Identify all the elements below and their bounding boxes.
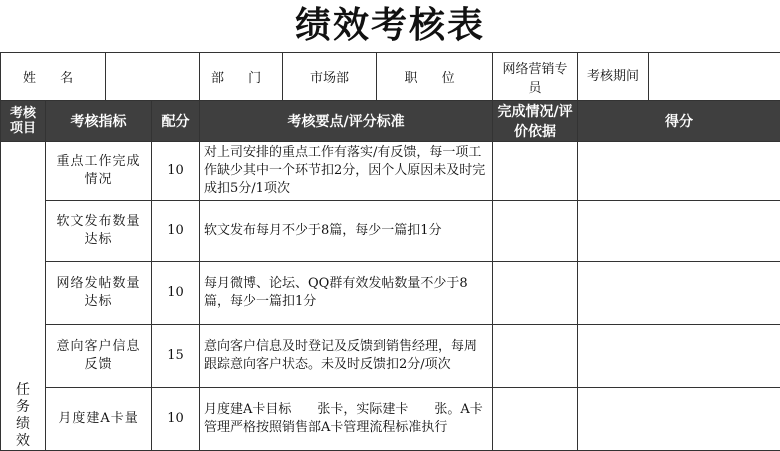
performance-table: [0, 52, 780, 451]
dept-field[interactable]: 市场部: [283, 53, 377, 101]
indicator-cell: 网络发帖数量达标: [46, 262, 152, 325]
completion-cell[interactable]: [493, 142, 578, 201]
header-indicator: 考核指标: [46, 101, 152, 142]
info-row: [1, 53, 780, 101]
score-cell: 10: [152, 388, 200, 451]
table-row: [1, 325, 780, 388]
completion-cell[interactable]: [493, 388, 578, 451]
criteria-cell: 月度建A卡目标 张卡，实际建卡 张。A卡管理严格按照销售部A卡管理流程标准执行: [200, 388, 493, 451]
table-row: [1, 201, 780, 262]
completion-cell[interactable]: [493, 325, 578, 388]
score-cell: 10: [152, 262, 200, 325]
period-cell: [578, 53, 780, 101]
result-cell[interactable]: [578, 142, 780, 201]
table-row: [1, 388, 780, 451]
table-row: [1, 262, 780, 325]
category-cell: 任务绩效: [1, 142, 46, 451]
header-result: 得分: [578, 101, 780, 142]
page-title: 绩效考核表: [0, 0, 780, 52]
header-score: 配分: [152, 101, 200, 142]
result-cell[interactable]: [578, 388, 780, 451]
name-field[interactable]: [106, 53, 200, 101]
completion-cell[interactable]: [493, 201, 578, 262]
score-cell: 10: [152, 142, 200, 201]
position-label: 职 位: [377, 53, 493, 101]
indicator-cell: 软文发布数量达标: [46, 201, 152, 262]
result-cell[interactable]: [578, 201, 780, 262]
name-label: 姓 名: [1, 53, 106, 101]
indicator-cell: 意向客户信息反馈: [46, 325, 152, 388]
header-completion: 完成情况/评价依据: [493, 101, 578, 142]
table-row: [1, 142, 780, 201]
criteria-cell: 每月微博、论坛、QQ群有效发帖数量不少于8篇，每少一篇扣1分: [200, 262, 493, 325]
result-cell[interactable]: [578, 262, 780, 325]
dept-label: 部 门: [200, 53, 283, 101]
score-cell: 10: [152, 201, 200, 262]
header-criteria: 考核要点/评分标准: [200, 101, 493, 142]
criteria-cell: 意向客户信息及时登记及反馈到销售经理，每周跟踪意向客户状态。未及时反馈扣2分/项次: [200, 325, 493, 388]
indicator-cell: 月度建A卡量: [46, 388, 152, 451]
indicator-cell: 重点工作完成情况: [46, 142, 152, 201]
period-label: 考核期间: [578, 53, 649, 100]
header-category: 考核项目: [1, 101, 46, 142]
completion-cell[interactable]: [493, 262, 578, 325]
position-field[interactable]: 网络营销专员: [493, 53, 578, 101]
criteria-cell: 软文发布每月不少于8篇，每少一篇扣1分: [200, 201, 493, 262]
criteria-cell: 对上司安排的重点工作有落实/有反馈，每一项工作缺少其中一个环节扣2分，因个人原因未及时完成扣5分/1项次: [200, 142, 493, 201]
header-row: [1, 101, 780, 142]
score-cell: 15: [152, 325, 200, 388]
result-cell[interactable]: [578, 325, 780, 388]
